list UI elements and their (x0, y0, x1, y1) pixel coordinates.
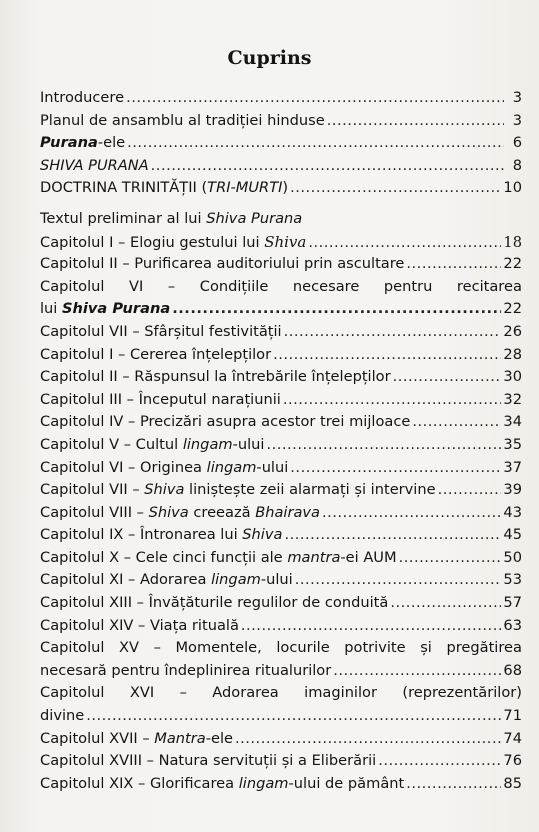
toc-entry-chapter[interactable] (40, 434, 522, 457)
page-number: 22 (503, 300, 522, 318)
leader-dots (127, 132, 504, 155)
word: – (153, 639, 161, 657)
page-number: 53 (503, 571, 522, 589)
page-number: 74 (503, 729, 522, 747)
leader-dots (241, 615, 502, 638)
leader-dots (290, 457, 501, 480)
page-number: 45 (503, 526, 522, 544)
entry-title-part: Capitolul VI – Originea (40, 458, 207, 476)
entry-title-emphasis: Shiva (148, 503, 189, 521)
entry-title: Planul de ansamblu al tradiției hinduse (40, 111, 325, 129)
toc-entry-chapter[interactable] (40, 728, 522, 751)
word: – (167, 277, 176, 295)
toc-entry-doctrina[interactable] (40, 177, 522, 200)
entry-title (40, 132, 125, 155)
leader-dots (378, 750, 501, 773)
page-number: 76 (503, 752, 522, 770)
page-number: 26 (503, 322, 522, 340)
word: – (179, 684, 187, 702)
entry-title-part: Capitolul XI – Adorarea (40, 571, 212, 589)
entry-title-emphasis: Shiva (144, 481, 185, 499)
page-number: 50 (503, 548, 522, 566)
page-number: 35 (503, 435, 522, 453)
entry-title: Capitolul XVIII – Natura servituții și a Eliberării (40, 752, 377, 770)
page-number: 85 (503, 774, 522, 792)
entry-title-part: Capitolul V – Cultul (40, 435, 183, 453)
entry-title: divine (40, 707, 85, 725)
leader-dots (412, 411, 501, 434)
page-number: 57 (503, 594, 522, 612)
leader-dots (406, 253, 501, 276)
toc-entry-chapter[interactable] (40, 231, 522, 254)
leader-dots (390, 592, 501, 615)
section-heading (40, 208, 522, 231)
toc-entry-chapter[interactable] (40, 411, 522, 434)
leader-dots (273, 344, 501, 367)
entry-title (40, 502, 320, 525)
entry-title-part: ) (282, 179, 289, 197)
page-number: 3 (512, 89, 522, 106)
page-number: 37 (503, 458, 522, 476)
toc-entry-introducere[interactable] (40, 87, 522, 110)
toc-entry-chapter[interactable] (40, 366, 522, 389)
leader-dots (438, 479, 502, 502)
section-heading-emphasis: Shiva Purana (206, 209, 303, 227)
word: Capitolul (40, 277, 105, 295)
toc-entry-chapter[interactable] (40, 389, 522, 412)
entry-title (40, 298, 170, 321)
toc-entry-shiva-purana[interactable] (40, 155, 522, 178)
word: Capitolul (40, 684, 105, 702)
entry-title: Capitolul I – Cererea înțelepților (40, 345, 272, 363)
word: Condițiile (199, 277, 269, 295)
entry-title-part: -ului de pământ (288, 774, 405, 792)
page-number: 43 (503, 503, 522, 521)
entry-title-part: -ului (260, 571, 293, 589)
page-number: 39 (503, 481, 522, 499)
entry-title-line (40, 276, 522, 299)
entry-title (40, 524, 282, 547)
word: pregătirea (446, 639, 522, 657)
page-number: 32 (503, 390, 522, 408)
entry-title (40, 569, 293, 592)
entry-title-part: Capitolul IX – Întronarea lui (40, 526, 243, 544)
entry-title-emphasis: Purana (40, 134, 98, 152)
entry-title-part: liniștește zeii alarmați și intervine (184, 481, 436, 499)
word: și (420, 639, 432, 657)
word: Momentele, (175, 639, 262, 657)
leader-dots (235, 728, 501, 751)
entry-title (40, 177, 288, 200)
entry-title: necesară pentru îndeplinirea ritualurilor (40, 661, 332, 679)
entry-title-part: Capitolul XVII – (40, 729, 155, 747)
toc-entry-chapter[interactable] (40, 457, 522, 480)
entry-title-emphasis: lingam (238, 774, 289, 792)
entry-title-line (40, 660, 522, 683)
entry-title-emphasis: Mantra (154, 729, 206, 747)
entry-title-line (40, 298, 522, 321)
toc-entry-planul[interactable] (40, 110, 522, 133)
entry-title-part: Capitolul X – Cele cinci funcții ale (40, 548, 288, 566)
entry-title-emphasis: Shiva (242, 526, 283, 544)
toc-entry-chapter[interactable] (40, 615, 522, 638)
entry-title-emphasis: Bhairava (255, 503, 320, 521)
toc-entry-chapter[interactable] (40, 502, 522, 525)
toc-entry-chapter-multiline[interactable] (40, 637, 522, 682)
entry-title: Capitolul IV – Precizări asupra acestor trei mijloace (40, 413, 411, 431)
toc-entry-chapter[interactable] (40, 569, 522, 592)
word: XVI (129, 684, 155, 702)
entry-title (40, 434, 264, 457)
page-number: 18 (503, 233, 522, 251)
entry-title: Capitolul XIII – Învățăturile regulilor de conduită (40, 594, 389, 612)
leader-dots (284, 524, 501, 547)
entry-title-suffix: -ele (97, 134, 126, 152)
page-number: 71 (503, 707, 522, 725)
toc-entry-chapter-multiline[interactable] (40, 682, 522, 727)
word: potrivite (344, 639, 406, 657)
leader-dots (295, 569, 502, 592)
entry-title (40, 479, 436, 502)
toc-entry-chapter[interactable] (40, 344, 522, 367)
entry-title-part: creează (188, 503, 256, 521)
toc-entry-chapter[interactable] (40, 750, 522, 773)
word: locurile (276, 639, 330, 657)
toc-entry-chapter[interactable] (40, 479, 522, 502)
page-title: Cuprins (227, 47, 312, 69)
entry-title: Introducere (40, 89, 125, 106)
leader-dots (283, 389, 502, 412)
toc-entry-chapter[interactable] (40, 524, 522, 547)
page-number: 28 (503, 345, 522, 363)
page-number: 22 (503, 255, 522, 273)
entry-title-emphasis: Shiva Purana (62, 300, 171, 318)
entry-title-part: DOCTRINA TRINITĂȚII ( (40, 179, 208, 197)
leader-dots (406, 773, 501, 796)
leader-dots (393, 366, 502, 389)
entry-title-part: -ului (232, 435, 265, 453)
leader-dots (172, 298, 501, 321)
entry-title: SHIVA PURANA (40, 156, 149, 174)
leader-dots (86, 705, 501, 728)
entry-title (40, 457, 288, 480)
entry-title: Capitolul III – Începutul narațiunii (40, 390, 281, 408)
leader-dots (266, 434, 501, 457)
word: XV (119, 639, 140, 657)
page-number: 30 (503, 368, 522, 386)
entry-title-part: lui (40, 300, 62, 318)
entry-title-part: Capitolul VIII – (40, 503, 149, 521)
toc-entry-chapter[interactable] (40, 773, 522, 796)
word: pentru (383, 277, 433, 295)
entry-title-part: -ei AUM (340, 548, 397, 566)
entry-title (40, 231, 306, 255)
entry-title: Capitolul VII – Sfârșitul festivității (40, 322, 282, 340)
leader-dots (151, 155, 504, 178)
entry-title (40, 773, 404, 796)
word: necesare (292, 277, 360, 295)
entry-title-part: Capitolul I – Elogiu gestului lui (40, 233, 265, 251)
entry-title-part: -ului (256, 458, 289, 476)
toc-entry-chapter[interactable] (40, 547, 522, 570)
entry-title-emphasis: Shiva (264, 232, 307, 251)
page-number: 3 (512, 111, 522, 129)
entry-title-emphasis: mantra (287, 548, 341, 566)
entry-title-part: Capitolul XIX – Glorificarea (40, 774, 239, 792)
entry-title: Capitolul II – Purificarea auditoriului prin ascultare (40, 255, 405, 273)
entry-title (40, 547, 397, 570)
page-number: 6 (512, 134, 522, 152)
entry-title: Capitolul II – Răspunsul la întrebările înțelepților (40, 368, 391, 386)
word: imaginilor (304, 684, 377, 702)
page-number: 63 (503, 616, 522, 634)
leader-dots (399, 547, 502, 570)
page-number: 68 (503, 661, 522, 679)
word: Capitolul (40, 639, 105, 657)
leader-dots (322, 502, 501, 525)
entry-title-line (40, 637, 522, 660)
page-number: 8 (512, 156, 522, 174)
word: Adorarea (212, 684, 279, 702)
toc-entry-chapter[interactable] (40, 253, 522, 276)
section-heading-text: Textul preliminar al lui (40, 209, 207, 227)
entry-title-line (40, 705, 522, 728)
entry-title-part: -ele (205, 729, 233, 747)
page-number: 10 (503, 179, 522, 197)
leader-dots (308, 232, 501, 255)
leader-dots (290, 177, 501, 200)
leader-dots (126, 87, 504, 110)
word: VI (129, 277, 144, 295)
toc-entry-purana-ele[interactable] (40, 132, 522, 155)
toc-entry-chapter[interactable] (40, 321, 522, 344)
leader-dots (284, 321, 502, 344)
entry-title-part: Capitolul VII – (40, 481, 145, 499)
entry-title-emphasis: lingam (206, 458, 257, 476)
page-number: 34 (503, 413, 522, 431)
table-of-contents (40, 87, 522, 795)
entry-title-emphasis: lingam (211, 571, 261, 589)
toc-entry-chapter-multiline[interactable] (40, 276, 522, 321)
word: (reprezentărilor) (402, 684, 522, 702)
word: recitarea (456, 277, 522, 295)
toc-entry-chapter[interactable] (40, 592, 522, 615)
leader-dots (327, 110, 504, 133)
entry-title: Capitolul XIV – Viața rituală (40, 616, 239, 634)
leader-dots (333, 660, 501, 683)
entry-title (40, 728, 233, 751)
entry-title-emphasis: lingam (182, 435, 233, 453)
entry-title-emphasis: TRI-MURTI (207, 179, 283, 197)
entry-title-line (40, 682, 522, 705)
